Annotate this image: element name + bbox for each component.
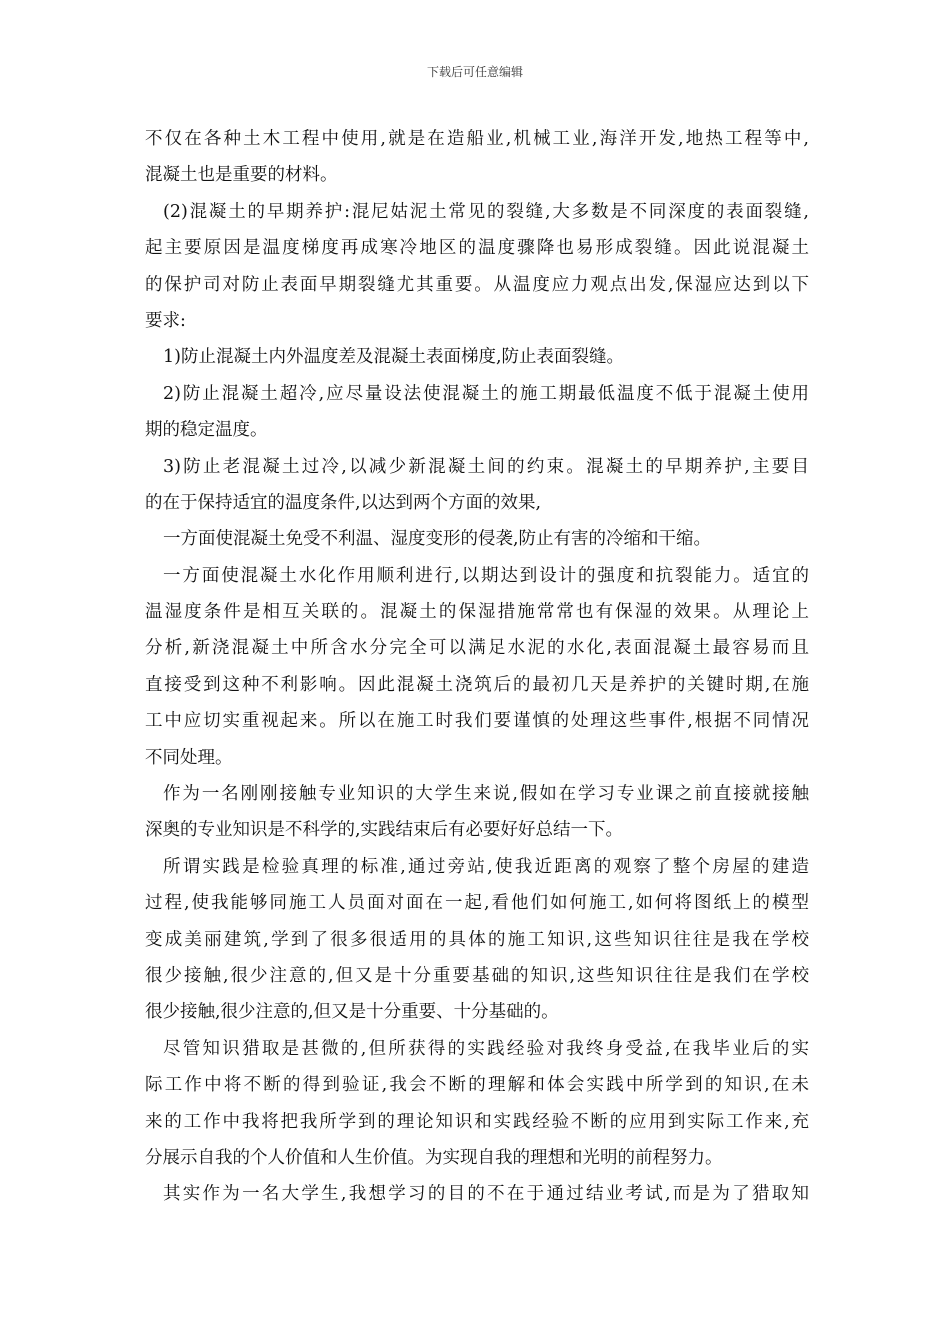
text-line: 来的工作中我将把我所学到的理论知识和实践经验不断的应用到实际工作来,充 (145, 1111, 809, 1132)
text-line: 一方面使混凝土免受不利温、湿度变形的侵袭,防止有害的冷缩和干缩。 (163, 529, 712, 550)
paragraph (145, 558, 809, 776)
text-line: 的在于保持适宜的温度条件,以达到两个方面的效果, (145, 492, 542, 513)
text-line: 所谓实践是检验真理的标准,通过旁站,使我近距离的观察了整个房屋的建造 (163, 856, 809, 877)
text-line: 分展示自我的个人价值和人生价值。为实现自我的理想和光明的前程努力。 (145, 1147, 723, 1168)
paragraph (145, 776, 809, 849)
text-line: 温湿度条件是相互关联的。混凝土的保湿措施常常也有保湿的效果。从理论上 (145, 602, 809, 623)
paragraph (145, 1031, 809, 1177)
text-line: 起主要原因是温度梯度再成寒冷地区的温度骤降也易形成裂缝。因此说混凝土 (145, 238, 809, 259)
text-line: 际工作中将不断的得到验证,我会不断的理解和体会实践中所学到的知识,在未 (145, 1075, 809, 1096)
text-line: 2)防止混凝土超冷,应尽量设法使混凝土的施工期最低温度不低于混凝土使用 (163, 383, 809, 404)
text-line: 其实作为一名大学生,我想学习的目的不在于通过结业考试,而是为了猎取知 (163, 1184, 809, 1205)
text-line: 直接受到这种不利影响。因此混凝土浇筑后的最初几天是养护的关键时期,在施 (145, 674, 809, 695)
paragraph (145, 376, 809, 449)
text-line: 要求: (145, 310, 186, 331)
text-line: 3)防止老混凝土过冷,以减少新混凝土间的约束。混凝土的早期养护,主要目 (163, 456, 809, 477)
text-line: 深奥的专业知识是不科学的,实践结束后有必要好好总结一下。 (145, 820, 624, 841)
paragraph (145, 339, 809, 375)
text-line: 一方面使混凝土水化作用顺利进行,以期达到设计的强度和抗裂能力。适宜的 (163, 565, 809, 586)
paragraph (145, 121, 809, 194)
text-line: 的保护司对防止表面早期裂缝尤其重要。从温度应力观点出发,保湿应达到以下 (145, 274, 809, 295)
text-line: 很少接触,很少注意的,但又是十分重要基础的知识,这些知识往往是我们在学校 (145, 965, 809, 986)
document-body (145, 121, 809, 1213)
text-line: 过程,使我能够同施工人员面对面在一起,看他们如何施工,如何将图纸上的模型 (145, 893, 809, 914)
text-line: 混凝土也是重要的材料。 (145, 165, 338, 186)
text-line: 分析,新浇混凝土中所含水分完全可以满足水泥的水化,表面混凝土最容易而且 (145, 638, 809, 659)
text-line: 期的稳定温度。 (145, 420, 268, 441)
text-line: 变成美丽建筑,学到了很多很适用的具体的施工知识,这些知识往往是我在学校 (145, 929, 809, 950)
text-line: 工中应切实重视起来。所以在施工时我们要谨慎的处理这些事件,根据不同情况 (145, 711, 809, 732)
paragraph (145, 1176, 809, 1212)
text-line: 很少接触,很少注意的,但又是十分重要、十分基础的。 (145, 1002, 559, 1023)
text-line: 作为一名刚刚接触专业知识的大学生来说,假如在学习专业课之前直接就接触 (163, 784, 809, 805)
text-line: 1)防止混凝土内外温度差及混凝土表面梯度,防止表面裂缝。 (163, 347, 625, 368)
text-line: (2)混凝土的早期养护:混尼姑泥土常见的裂缝,大多数是不同深度的表面裂缝, (163, 201, 809, 222)
text-line: 不仅在各种土木工程中使用,就是在造船业,机械工业,海洋开发,地热工程等中, (145, 129, 809, 149)
paragraph (145, 449, 809, 522)
paragraph (145, 521, 809, 557)
paragraph (145, 194, 809, 340)
page-header: 下载后可任意编辑 (426, 65, 523, 79)
text-line: 不同处理。 (145, 747, 233, 768)
text-line: 尽管知识猎取是甚微的,但所获得的实践经验对我终身受益,在我毕业后的实 (163, 1038, 809, 1059)
paragraph (145, 849, 809, 1031)
